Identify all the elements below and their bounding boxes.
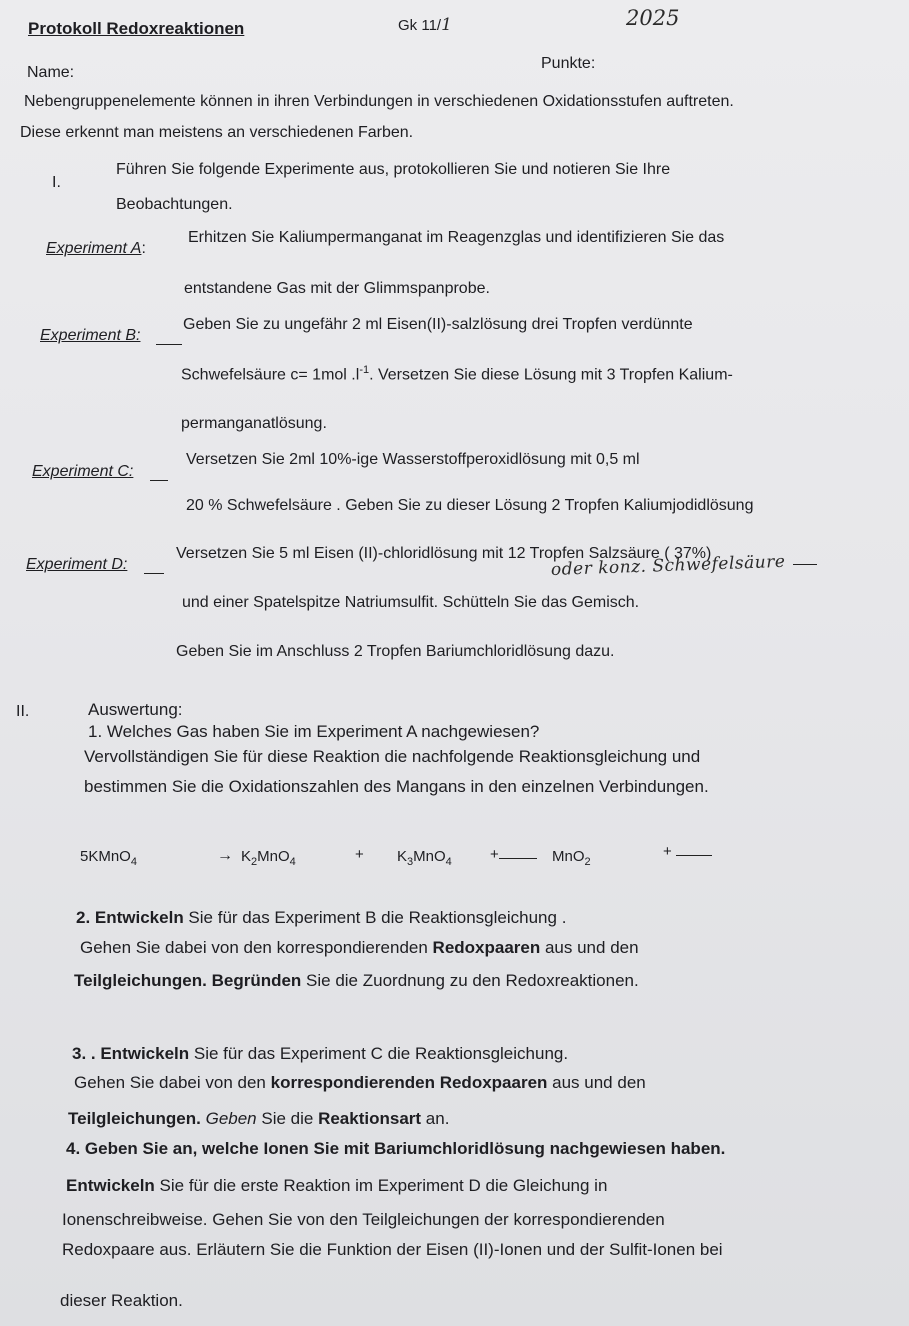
experiment-b-label: Experiment B: — [40, 327, 141, 344]
q2-line-1 — [76, 908, 566, 928]
experiment-d-label-underline — [144, 573, 164, 574]
equation-plus-1: + — [355, 846, 364, 863]
q4-line-3: Ionenschreibweise. Gehen Sie von den Teilgleichungen der korrespondierenden — [62, 1210, 665, 1229]
equation-k2mno4-k: K — [241, 848, 252, 865]
equation-k3mno4-sub3: 3 — [407, 856, 414, 868]
equation-k3mno4-sub4: 4 — [445, 856, 452, 868]
experiment-b-line-3: permanganatlösung. — [181, 415, 327, 432]
year-handwritten: 2025 — [626, 6, 680, 30]
q2-line-3-bold: Teilgleichungen. Begründen — [74, 971, 302, 990]
experiment-b-line-1: Geben Sie zu ungefähr 2 ml Eisen(II)-salzlösung drei Tropfen verdünnte — [183, 316, 693, 333]
experiment-d-line-1: Versetzen Sie 5 ml Eisen (II)-chloridlösung mit 12 Tropfen Salzsäure ( 37%) — [176, 545, 712, 562]
q3-line-1-rest: Sie für das Experiment C die Reaktionsgleichung. — [189, 1044, 569, 1063]
part1-line-1: Führen Sie folgende Experimente aus, protokollieren Sie und notieren Sie Ihre — [116, 161, 671, 178]
equation-k3mno4-k: K — [397, 848, 408, 865]
q4-line-2-bold: Entwickeln — [66, 1176, 155, 1195]
experiment-c-line-1: Versetzen Sie 2ml 10%-ige Wasserstoffperoxidlösung mit 0,5 ml — [186, 451, 640, 468]
name-label: Name: — [27, 64, 75, 81]
equation-blank-line-1[interactable] — [499, 858, 537, 859]
equation-plus-3: + — [663, 843, 672, 860]
equation-blank-line-2[interactable] — [676, 855, 712, 856]
q3-line-3-post: an. — [421, 1109, 450, 1128]
experiment-d-handwritten-note: oder konz. Schwefelsäure — [550, 551, 786, 580]
q3-line-2-pre: Gehen Sie dabei von den — [74, 1073, 271, 1092]
equation-k2mno4 — [241, 848, 296, 869]
equation-reactant-text: 5KMnO — [80, 848, 131, 865]
q3-line-1-bold: 3. . Entwickeln — [72, 1044, 190, 1063]
q4-line-1: 4. Geben Sie an, welche Ionen Sie mit Bariumchloridlösung nachgewiesen haben. — [66, 1139, 726, 1158]
experiment-d-line-1-underline — [793, 564, 817, 565]
equation-reactant-sub: 4 — [130, 856, 137, 868]
experiment-d-label: Experiment D: — [26, 556, 128, 573]
experiment-a-line-2: entstandene Gas mit der Glimmspanprobe. — [184, 280, 490, 297]
q2-line-3 — [74, 971, 639, 991]
page-title: Protokoll Redoxreaktionen — [28, 19, 245, 38]
experiment-c-label-underline — [150, 480, 168, 481]
equation-reactant — [80, 848, 137, 869]
part1-line-2: Beobachtungen. — [116, 196, 233, 213]
experiment-c-label: Experiment C: — [32, 463, 134, 480]
equation-k2mno4-sub4: 4 — [289, 856, 296, 868]
intro-line-2: Diese erkennt man meistens an verschiedenen Farben. — [20, 124, 414, 141]
experiment-a-colon: : — [141, 240, 146, 257]
experiment-d-line-3: Geben Sie im Anschluss 2 Tropfen Bariumchloridlösung dazu. — [176, 643, 615, 660]
experiment-d-line-2: und einer Spatelspitze Natriumsulfit. Schütteln Sie das Gemisch. — [182, 594, 640, 611]
q3-line-1 — [72, 1044, 568, 1064]
q1-line-1: 1. Welches Gas haben Sie im Experiment A nachgewiesen? — [88, 722, 540, 741]
q3-line-3-bold: Teilgleichungen. — [68, 1109, 201, 1128]
experiment-b-line-2-pre: Schwefelsäure c= 1mol .l — [181, 366, 360, 384]
equation-k3mno4-mno: MnO — [413, 848, 446, 865]
experiment-a-label-text: Experiment A — [46, 240, 142, 257]
course-number-handwritten: 1 — [441, 15, 452, 35]
q3-line-2 — [74, 1073, 646, 1093]
q1-line-3: bestimmen Sie die Oxidationszahlen des Mangans in den einzelnen Verbindungen. — [84, 777, 709, 796]
intro-line-1: Nebengruppenelemente können in ihren Verbindungen in verschiedenen Oxidationsstufen auftreten. — [24, 93, 734, 110]
experiment-a-line-1: Erhitzen Sie Kaliumpermanganat im Reagenzglas und identifizieren Sie das — [188, 229, 725, 246]
q3-line-3-italic: Geben — [200, 1109, 257, 1128]
q3-line-2-bold: korrespondierenden Redoxpaaren — [270, 1073, 548, 1092]
q3-line-3 — [68, 1109, 449, 1129]
equation-mno2-text: MnO — [552, 848, 585, 865]
equation-mno2-sub: 2 — [584, 856, 591, 868]
q2-line-2-post: aus und den — [540, 938, 639, 957]
experiment-b-label-underline — [156, 344, 182, 345]
q2-line-1-bold: 2. Entwickeln — [76, 908, 184, 927]
equation-blank-1[interactable] — [490, 846, 537, 864]
q2-line-2-pre: Gehen Sie dabei von den korrespondierenden — [80, 938, 433, 957]
q4-line-4: Redoxpaare aus. Erläutern Sie die Funktion der Eisen (II)-Ionen und der Sulfit-Ionen bei — [62, 1240, 723, 1259]
q2-line-1-rest: Sie für das Experiment B die Reaktionsgleichung . — [183, 908, 567, 927]
part2-heading: Auswertung: — [88, 700, 183, 719]
q1-line-2: Vervollständigen Sie für diese Reaktion die nachfolgende Reaktionsgleichung und — [84, 747, 701, 766]
experiment-b-line-2-post: . Versetzen Sie diese Lösung mit 3 Tropfen Kalium- — [369, 366, 733, 384]
equation-blank-2[interactable] — [663, 843, 712, 861]
equation-mno2 — [552, 848, 591, 869]
course-text: Gk 11/ — [398, 17, 442, 34]
q3-line-2-post: aus und den — [547, 1073, 646, 1092]
equation-plus-2: + — [490, 846, 499, 863]
q2-line-2-bold: Redoxpaaren — [432, 938, 541, 957]
experiment-b-line-2 — [181, 364, 733, 385]
equation-k2mno4-sub2: 2 — [251, 856, 258, 868]
q4-line-2 — [66, 1176, 607, 1196]
equation-arrow: → — [217, 847, 233, 864]
q4-line-2-rest: Sie für die erste Reaktion im Experiment D die Gleichung in — [154, 1176, 608, 1195]
experiment-a-label — [46, 239, 146, 258]
part1-numeral: I. — [52, 174, 61, 191]
points-label: Punkte: — [541, 55, 596, 72]
part2-numeral: II. — [16, 703, 30, 720]
q2-line-3-rest: Sie die Zuordnung zu den Redoxreaktionen. — [301, 971, 639, 990]
q3-line-3-bold-2: Reaktionsart — [318, 1109, 422, 1128]
equation-k2mno4-mno: MnO — [257, 848, 290, 865]
q3-line-3-mid: Sie die — [256, 1109, 319, 1128]
course-label — [398, 15, 452, 35]
equation-k3mno4 — [397, 848, 452, 869]
experiment-b-line-2-sup: -1 — [359, 364, 370, 376]
q2-line-2 — [80, 938, 639, 958]
experiment-c-line-2: 20 % Schwefelsäure . Geben Sie zu dieser Lösung 2 Tropfen Kaliumjodidlösung — [186, 497, 754, 514]
q4-line-5: dieser Reaktion. — [60, 1291, 183, 1310]
